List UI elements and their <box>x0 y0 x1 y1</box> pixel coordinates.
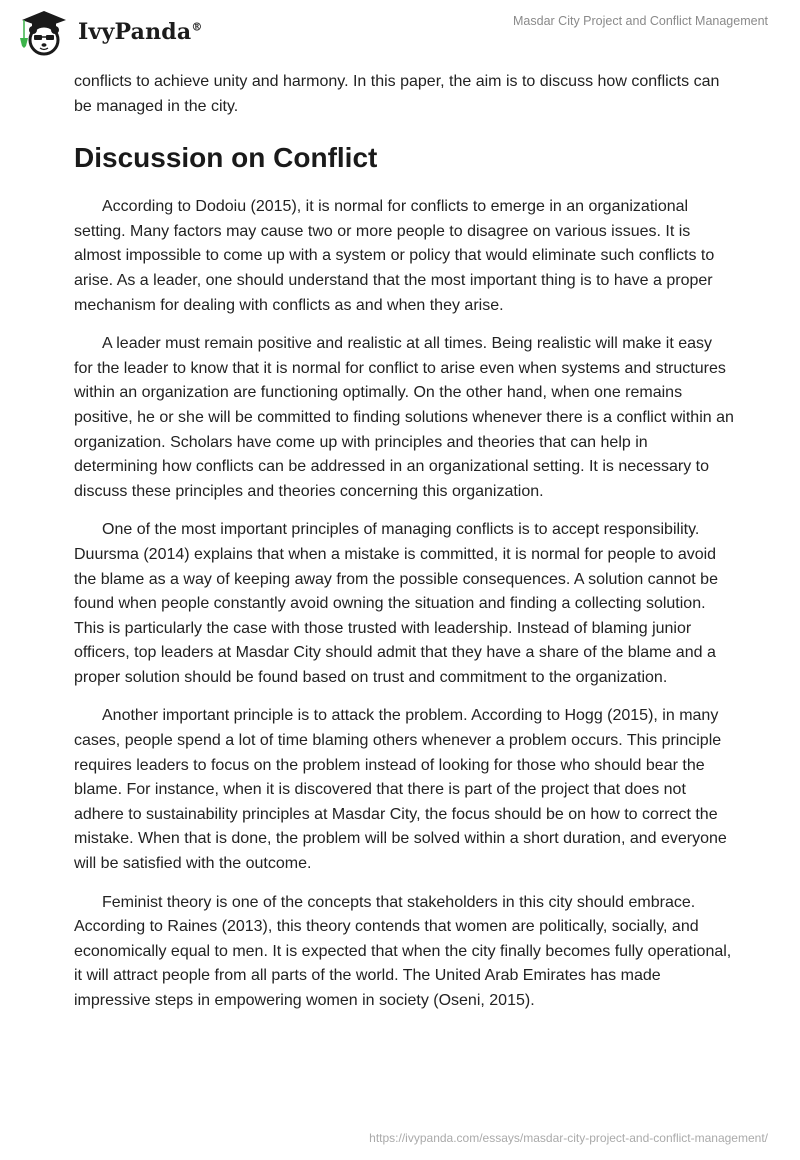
page-header <box>0 0 800 62</box>
brand-name: IvyPanda® <box>78 19 203 45</box>
running-title: Masdar City Project and Conflict Management <box>513 14 768 28</box>
source-url-link[interactable]: https://ivypanda.com/essays/masdar-city-project-and-conflict-management/ <box>369 1131 768 1145</box>
body-paragraph: A leader must remain positive and realistic at all times. Being realistic will make it easy for the leader to know that it is normal for conflict to arise even when systems and structures within an organization are functioning optimally. On the other hand, when one remains positive, he or she will be committed to finding solutions whenever there is a conflict within an organization. Scholars have come up with principles and theories that can help in determining how conflicts can be addressed in an organizational setting. It is necessary to discuss these principles and theories concerning this organization. <box>74 335 734 500</box>
ivypanda-logo[interactable] <box>16 8 203 56</box>
body-paragraph: One of the most important principles of managing conflicts is to accept responsibility. Duursma (2014) explains that when a mistake is committed, it is normal for people to avoid the blame as a way of keeping away from the possible consequences. A solution cannot be found when people constantly avoid owning the situation and finding a collecting solution. This is particularly the case with those trusted with leadership. Instead of blaming junior officers, top leaders at Masdar City should admit that they have a share of the blame and a proper solution should be found based on trust and commitment to the organization. <box>74 521 718 686</box>
document-body <box>74 70 734 1028</box>
body-paragraph: Another important principle is to attack the problem. According to Hogg (2015), in many cases, people spend a lot of time blaming others whenever a problem occurs. This principle requires leaders to focus on the problem instead of looking for those who should bear the blame. For instance, when it is discovered that there is part of the project that does not adhere to sustainability principles at Masdar City, the focus should be on how to correct the mistake. When that is done, the problem will be solved within a short duration, and everyone will be satisfied with the outcome. <box>74 707 727 873</box>
intro-paragraph-tail: conflicts to achieve unity and harmony. In this paper, the aim is to discuss how conflicts can be managed in the city. <box>74 73 720 115</box>
registered-mark: ® <box>191 20 203 34</box>
body-paragraph: Feminist theory is one of the concepts that stakeholders in this city should embrace. According to Raines (2013), this theory contends that women are politically, socially, and economically equal to men. It is expected that when the city finally becomes fully operational, it will attract people from all parts of the world. The United Arab Emirates has made impressive steps in empowering women in society (Oseni, 2015). <box>74 893 732 1009</box>
section-heading: Discussion on Conflict <box>74 142 378 174</box>
body-paragraph: According to Dodoiu (2015), it is normal for conflicts to emerge in an organizational setting. Many factors may cause two or more people to disagree on various issues. It is almost impossible to come up with a system or policy that would eliminate such conflicts to arise. As a leader, one should understand that the most important thing is to have a proper mechanism for dealing with conflicts as and when they arise. <box>74 198 715 314</box>
panda-graduate-icon <box>16 8 72 56</box>
